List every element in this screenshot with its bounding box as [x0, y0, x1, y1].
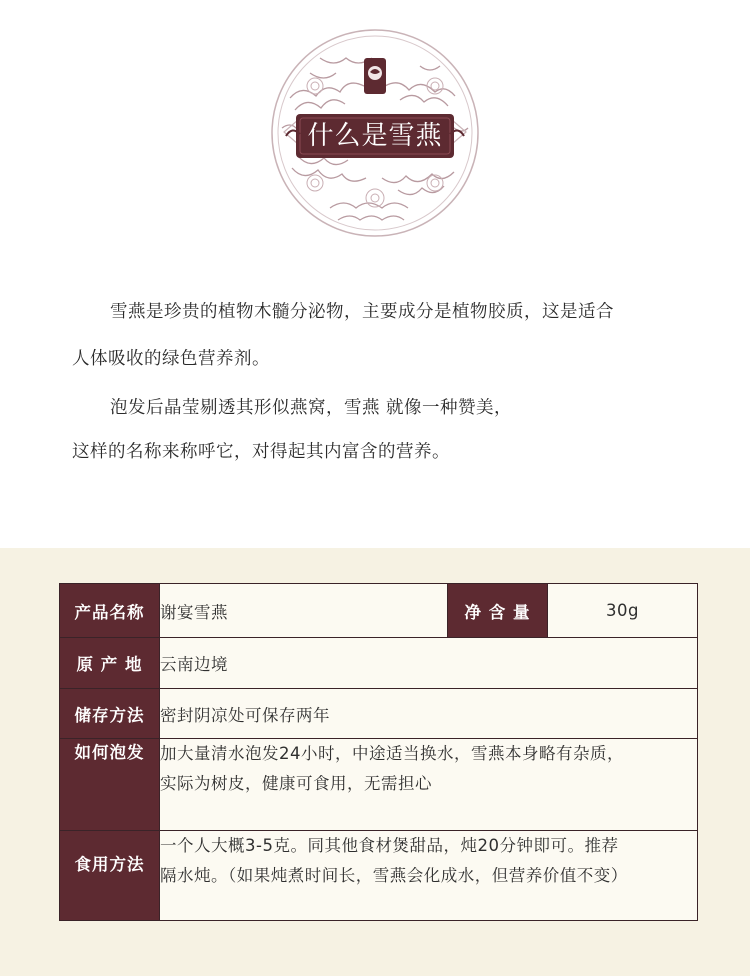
table-row: [60, 638, 698, 689]
soaking-value: [160, 739, 698, 831]
intro-line-2: 人体吸收的绿色营养剂。: [72, 349, 270, 369]
origin-value: 云南边境: [160, 638, 698, 689]
soaking-line-1: 加大量清水泡发24小时，中途适当换水，雪燕本身略有杂质，: [160, 744, 624, 763]
intro-line-1: 雪燕是珍贵的植物木髓分泌物，主要成分是植物胶质，这是适合: [110, 302, 614, 322]
product-name-value: 谢宴雪燕: [160, 584, 448, 638]
section-title: 什么是雪燕: [307, 121, 443, 151]
storage-label: 储存方法: [60, 689, 160, 739]
product-name-label: 产品名称: [60, 584, 160, 638]
spec-table: [59, 583, 698, 921]
table-row: [60, 739, 698, 831]
net-weight-label: 净 含 量: [448, 584, 548, 638]
table-row: [60, 831, 698, 921]
net-weight-value: 30g: [548, 584, 698, 638]
table-row: [60, 689, 698, 739]
usage-value: [160, 831, 698, 921]
intro-line-4: 这样的名称来称呼它，对得起其内富含的营养。: [72, 442, 450, 462]
intro-line-3: 泡发后晶莹剔透其形似燕窝，雪燕 就像一种赞美，: [110, 398, 513, 418]
usage-line-1: 一个人大概3-5克。同其他食材煲甜品，炖20分钟即可。推荐: [160, 836, 619, 855]
usage-label: 食用方法: [60, 831, 160, 921]
soaking-line-2: 实际为树皮，健康可食用，无需担心: [160, 774, 432, 793]
origin-label: 原 产 地: [60, 638, 160, 689]
storage-value: 密封阴凉处可保存两年: [160, 689, 698, 739]
table-row: [60, 584, 698, 638]
soaking-label: 如何泡发: [60, 739, 160, 831]
usage-line-2: 隔水炖。（如果炖煮时间长，雪燕会化成水，但营养价值不变）: [160, 866, 628, 885]
